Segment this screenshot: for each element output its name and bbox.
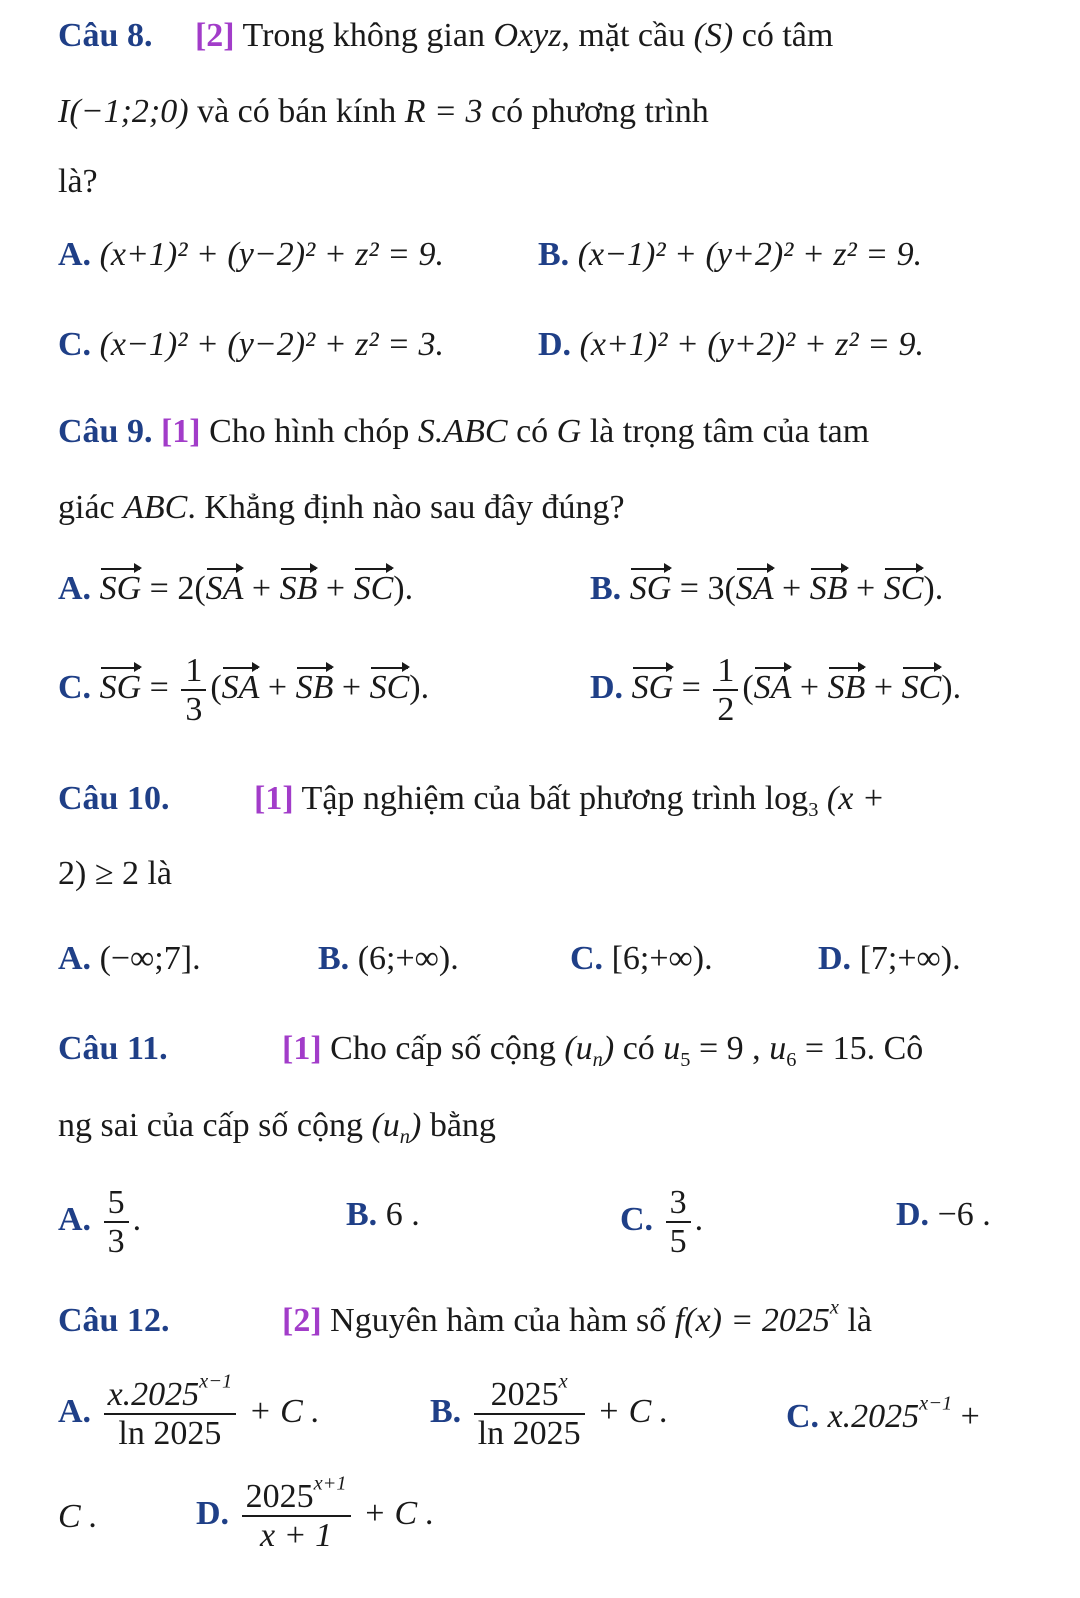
q12-option-c-continued	[58, 1498, 98, 1536]
q9-pyramid: S.ABC	[417, 413, 508, 450]
seq-sub: n	[399, 1126, 410, 1149]
q12-option-d	[196, 1472, 435, 1555]
q10-log-base: 3	[808, 799, 819, 822]
q10-stem-text-1: Tập nghiệm của bất phương trình	[301, 780, 757, 817]
option-letter: C.	[58, 669, 92, 707]
q8-sphere: (S)	[693, 17, 734, 54]
u5-symbol: u	[663, 1030, 681, 1067]
seq-open: (u	[371, 1107, 400, 1144]
u5-value: = 9 ,	[699, 1030, 761, 1067]
option-text: (−∞;7].	[99, 940, 201, 977]
q8-radius: R = 3	[404, 93, 483, 130]
q9-point: G	[556, 413, 582, 450]
option-continuation: C .	[58, 1498, 98, 1535]
vector-sa: SA	[221, 669, 260, 707]
fraction	[181, 652, 206, 729]
q8-stem-text-3: có tâm	[741, 17, 834, 54]
q11-option-d	[896, 1196, 991, 1234]
vector-sc: SC	[369, 669, 410, 707]
q10-label-wrap	[58, 780, 169, 818]
q8-stem-text-4: và có bán kính	[197, 93, 397, 130]
q8-option-a	[58, 236, 444, 274]
option-letter: D.	[818, 940, 852, 977]
q11-option-c	[620, 1184, 703, 1261]
coefficient: 2	[177, 570, 195, 607]
numerator-base: 2025	[490, 1376, 559, 1413]
q10-stem-text-3: là	[147, 855, 173, 892]
option-tail: .	[694, 1201, 704, 1239]
q9-stem-line-1	[58, 410, 1022, 454]
option-letter: C.	[58, 326, 92, 363]
q11-label: Câu 11.	[58, 1030, 168, 1067]
u6-value: = 15	[804, 1030, 867, 1067]
u6-symbol: u	[769, 1030, 787, 1067]
vector-sg: SG	[631, 669, 674, 707]
vector-sg: SG	[99, 570, 142, 607]
q12-option-a	[58, 1370, 320, 1453]
q10-level: [1]	[254, 780, 294, 817]
q9-option-c: C. SG = $\frac{1}{3}$ (SA + SB + SC).	[58, 652, 430, 729]
q10-option-a	[58, 940, 201, 978]
option-exp: x−1	[919, 1392, 953, 1415]
q9-option-d: D. SG = $\frac{1}{2}$ (SA + SB + SC).	[590, 652, 962, 729]
option-letter: C.	[570, 940, 604, 977]
option-letter: C.	[620, 1201, 654, 1239]
option-text: [6;+∞).	[611, 940, 713, 977]
fraction-numerator: 1	[181, 652, 206, 691]
q9-stem-text-1: Cho hình chóp	[209, 413, 410, 450]
u5-sub: 5	[680, 1049, 691, 1072]
q9-triangle: ABC	[123, 489, 188, 526]
numerator-exp: x−1	[199, 1370, 233, 1393]
fraction	[474, 1370, 585, 1453]
q12-level: [2]	[282, 1302, 322, 1339]
q10-option-d	[818, 940, 961, 978]
fraction-denominator: 2	[717, 691, 735, 729]
option-tail: + C .	[597, 1393, 669, 1431]
vector-sg: SG	[629, 570, 672, 607]
numerator-exp: x+1	[313, 1472, 347, 1495]
option-tail: +	[960, 1398, 980, 1435]
q12-stem-text-1: Nguyên hàm của hàm số	[330, 1302, 667, 1339]
q12-func-exp: x	[829, 1296, 839, 1319]
q9-option-a: A. SG = 2(SA + SB + SC).	[58, 570, 414, 607]
fraction-numerator	[104, 1370, 237, 1415]
vector-sb: SB	[827, 669, 866, 707]
q12-label-wrap	[58, 1302, 169, 1340]
vector-sg: SG	[99, 669, 142, 707]
option-letter: B.	[430, 1393, 462, 1431]
q8-stem-line-3	[58, 160, 1022, 204]
q8-stem-text-2: , mặt cầu	[561, 17, 686, 54]
fraction-denominator: x + 1	[260, 1517, 333, 1555]
q10-option-c	[570, 940, 713, 978]
fraction-denominator: ln 2025	[477, 1415, 581, 1453]
option-text: 6 .	[385, 1196, 420, 1233]
option-letter: D.	[196, 1495, 230, 1533]
q8-stem-line-2	[58, 90, 1022, 134]
fraction-denominator: 5	[669, 1223, 687, 1261]
option-text: −6 .	[937, 1196, 991, 1233]
q9-option-b: B. SG = 3(SA + SB + SC).	[590, 570, 944, 607]
fraction-denominator: 3	[107, 1223, 125, 1261]
q12-option-b	[430, 1370, 669, 1453]
option-letter: B.	[538, 236, 570, 273]
q10-stem-text-2: 2) ≥ 2	[58, 855, 139, 892]
fraction	[666, 1184, 691, 1261]
q10-label: Câu 10.	[58, 780, 170, 817]
option-tail: + C .	[248, 1393, 320, 1431]
vector-sb: SB	[809, 570, 848, 607]
q12-stem-text-2: là	[847, 1302, 873, 1339]
q8-option-b	[538, 236, 922, 274]
option-text: (x+1)² + (y−2)² + z² = 9.	[99, 236, 445, 273]
q12-option-c	[786, 1392, 980, 1436]
q11-stem-text-1: Cho cấp số cộng	[330, 1030, 556, 1067]
numerator-base: x.2025	[107, 1376, 200, 1413]
q11-stem-text-4: ng sai của cấp số cộng	[58, 1107, 363, 1144]
fraction-numerator: 5	[104, 1184, 129, 1223]
q12-func: f(x) = 2025	[674, 1302, 830, 1339]
option-letter: A.	[58, 570, 92, 607]
vector-sb: SB	[295, 669, 334, 707]
q8-space: Oxyz	[493, 17, 562, 54]
q11-stem-text-5: bằng	[429, 1107, 496, 1144]
q8-option-d	[538, 326, 924, 364]
q11-seq	[564, 1030, 615, 1072]
option-letter: B.	[590, 570, 622, 607]
q9-level: [1]	[160, 413, 201, 450]
q11-stem-text-3: . Cô	[866, 1030, 924, 1067]
numerator-base: 2025	[245, 1478, 314, 1515]
option-letter: A.	[58, 1201, 92, 1239]
q10-log: log	[764, 780, 809, 817]
vector-sa: SA	[753, 669, 792, 707]
vector-sa: SA	[735, 570, 774, 607]
q11-option-a	[58, 1184, 141, 1261]
option-letter: A.	[58, 940, 92, 977]
option-letter: A.	[58, 236, 92, 273]
q8-stem-text-5: có phương trình	[491, 93, 709, 130]
q11-stem-line-2	[58, 1104, 1022, 1148]
q10-log-arg: (x +	[826, 780, 885, 817]
q10-stem-line-2	[58, 852, 1022, 896]
q12-stem-line-1	[282, 1296, 873, 1340]
option-tail: .	[132, 1201, 142, 1239]
option-letter: A.	[58, 1393, 92, 1431]
q9-stem-text-4: giác	[58, 489, 115, 526]
q8-stem-text-6: là?	[58, 163, 98, 200]
q11-stem-text-2: có	[622, 1030, 655, 1067]
q9-stem-line-2	[58, 486, 1022, 530]
q8-option-c	[58, 326, 444, 364]
option-text: x.2025	[827, 1398, 920, 1435]
q9-stem-text-2: có	[516, 413, 549, 450]
fraction-numerator	[474, 1370, 585, 1415]
fraction	[713, 652, 738, 729]
numerator-exp: x	[558, 1370, 568, 1393]
q8-stem-line-1	[58, 14, 1022, 58]
option-letter: B.	[346, 1196, 378, 1233]
option-tail: + C .	[363, 1495, 435, 1533]
fraction	[242, 1472, 351, 1555]
fraction-numerator	[242, 1472, 351, 1517]
q9-stem-text-3: là trọng tâm của tam	[589, 413, 870, 450]
q8-label: Câu 8.	[58, 17, 153, 54]
option-letter: B.	[318, 940, 350, 977]
option-text: (x−1)² + (y−2)² + z² = 3.	[99, 326, 445, 363]
fraction-numerator: 3	[666, 1184, 691, 1223]
q12-label: Câu 12.	[58, 1302, 170, 1339]
option-text: (x−1)² + (y+2)² + z² = 9.	[577, 236, 923, 273]
q10-option-b	[318, 940, 459, 978]
q11-seq-2	[371, 1107, 422, 1149]
q11-option-b	[346, 1196, 420, 1234]
option-letter: C.	[786, 1398, 820, 1435]
option-text: [7;+∞).	[859, 940, 961, 977]
q10-stem-line-1	[254, 780, 885, 822]
seq-close: )	[410, 1107, 422, 1144]
seq-close: )	[602, 1030, 615, 1067]
option-letter: D.	[896, 1196, 930, 1233]
vector-sc: SC	[883, 570, 924, 607]
fraction-denominator: ln 2025	[118, 1415, 222, 1453]
q8-level: [2]	[194, 17, 235, 54]
q11-label-wrap	[58, 1030, 168, 1068]
u6-sub: 6	[786, 1049, 797, 1072]
fraction	[104, 1370, 237, 1453]
fraction-numerator: 1	[713, 652, 738, 691]
option-letter: D.	[590, 669, 624, 707]
q9-stem-text-5: . Khẳng định nào sau đây đúng?	[187, 489, 625, 526]
vector-sc: SC	[353, 570, 394, 607]
seq-sub: n	[592, 1049, 603, 1072]
option-letter: D.	[538, 326, 572, 363]
option-text: (x+1)² + (y+2)² + z² = 9.	[579, 326, 925, 363]
vector-sc: SC	[901, 669, 942, 707]
q8-center: I(−1;2;0)	[58, 93, 189, 130]
q11-stem-line-1	[282, 1030, 924, 1072]
vector-sb: SB	[279, 570, 318, 607]
q8-stem-text-1: Trong không gian	[242, 17, 485, 54]
coefficient: 3	[707, 570, 725, 607]
q9-label: Câu 9.	[58, 413, 153, 450]
seq-open: (u	[564, 1030, 593, 1067]
option-text: (6;+∞).	[357, 940, 459, 977]
fraction	[104, 1184, 129, 1261]
fraction-denominator: 3	[185, 691, 203, 729]
vector-sa: SA	[205, 570, 244, 607]
q11-level: [1]	[282, 1030, 322, 1067]
